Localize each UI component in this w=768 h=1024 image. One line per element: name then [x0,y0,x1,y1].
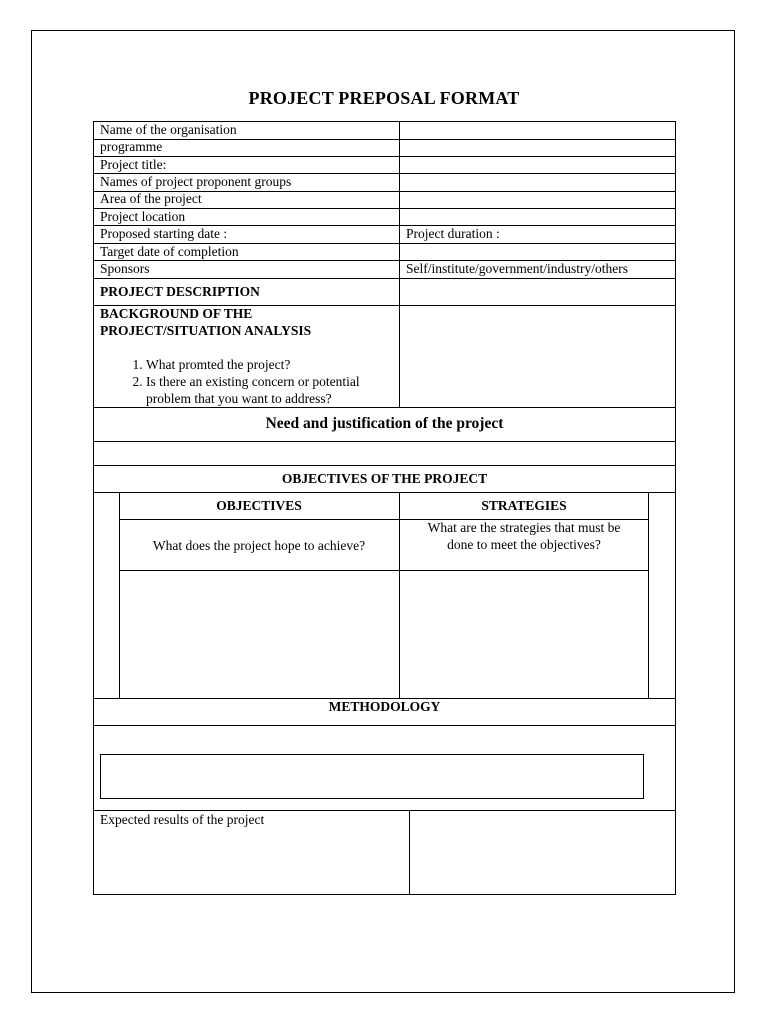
background-heading-line2: PROJECT/SITUATION ANALYSIS [100,323,312,338]
row-start-date-label: Proposed starting date : [100,226,228,241]
objectives-input-cell[interactable] [120,571,399,698]
question-item: 2. Is there an existing concern or potential problem that you want to address? [146,373,400,407]
objectives-section-heading: OBJECTIVES OF THE PROJECT [281,471,488,486]
row-completion-date-label: Target date of completion [100,244,239,259]
strategies-column-header: STRATEGIES [481,498,567,513]
row-project-duration-label: Project duration : [406,226,500,241]
row-proponent-groups-label: Names of project proponent groups [100,174,292,189]
project-description-heading: PROJECT DESCRIPTION [100,284,260,299]
expected-results-input[interactable] [410,811,675,894]
strategies-prompt-line1: What are the strategies that must be [427,520,621,535]
background-questions [100,356,400,407]
row-organisation-label: Name of the organisation [100,122,237,137]
methodology-heading: METHODOLOGY [328,699,441,714]
page-title: PROJECT PREPOSAL FORMAT [248,88,520,108]
row-sponsors-label: Sponsors [100,261,150,276]
need-justification-heading: Need and justification of the project [265,415,504,432]
strategies-prompt-line2: done to meet the objectives? [447,537,601,552]
question-item: 1. What promted the project? [146,356,400,373]
row-project-title-label: Project title: [100,157,167,172]
objectives-column-header: OBJECTIVES [216,498,302,513]
row-location-label: Project location [100,209,186,224]
row-sponsors-options: Self/institute/government/industry/others [406,261,628,276]
expected-results-label: Expected results of the project [100,812,265,827]
row-programme-label: programme [100,139,163,154]
row-area-label: Area of the project [100,191,202,206]
strategies-input-cell[interactable] [400,571,648,698]
methodology-input-box[interactable] [100,754,644,799]
objectives-prompt: What does the project hope to achieve? [152,538,366,553]
background-heading-line1: BACKGROUND OF THE [100,306,253,321]
